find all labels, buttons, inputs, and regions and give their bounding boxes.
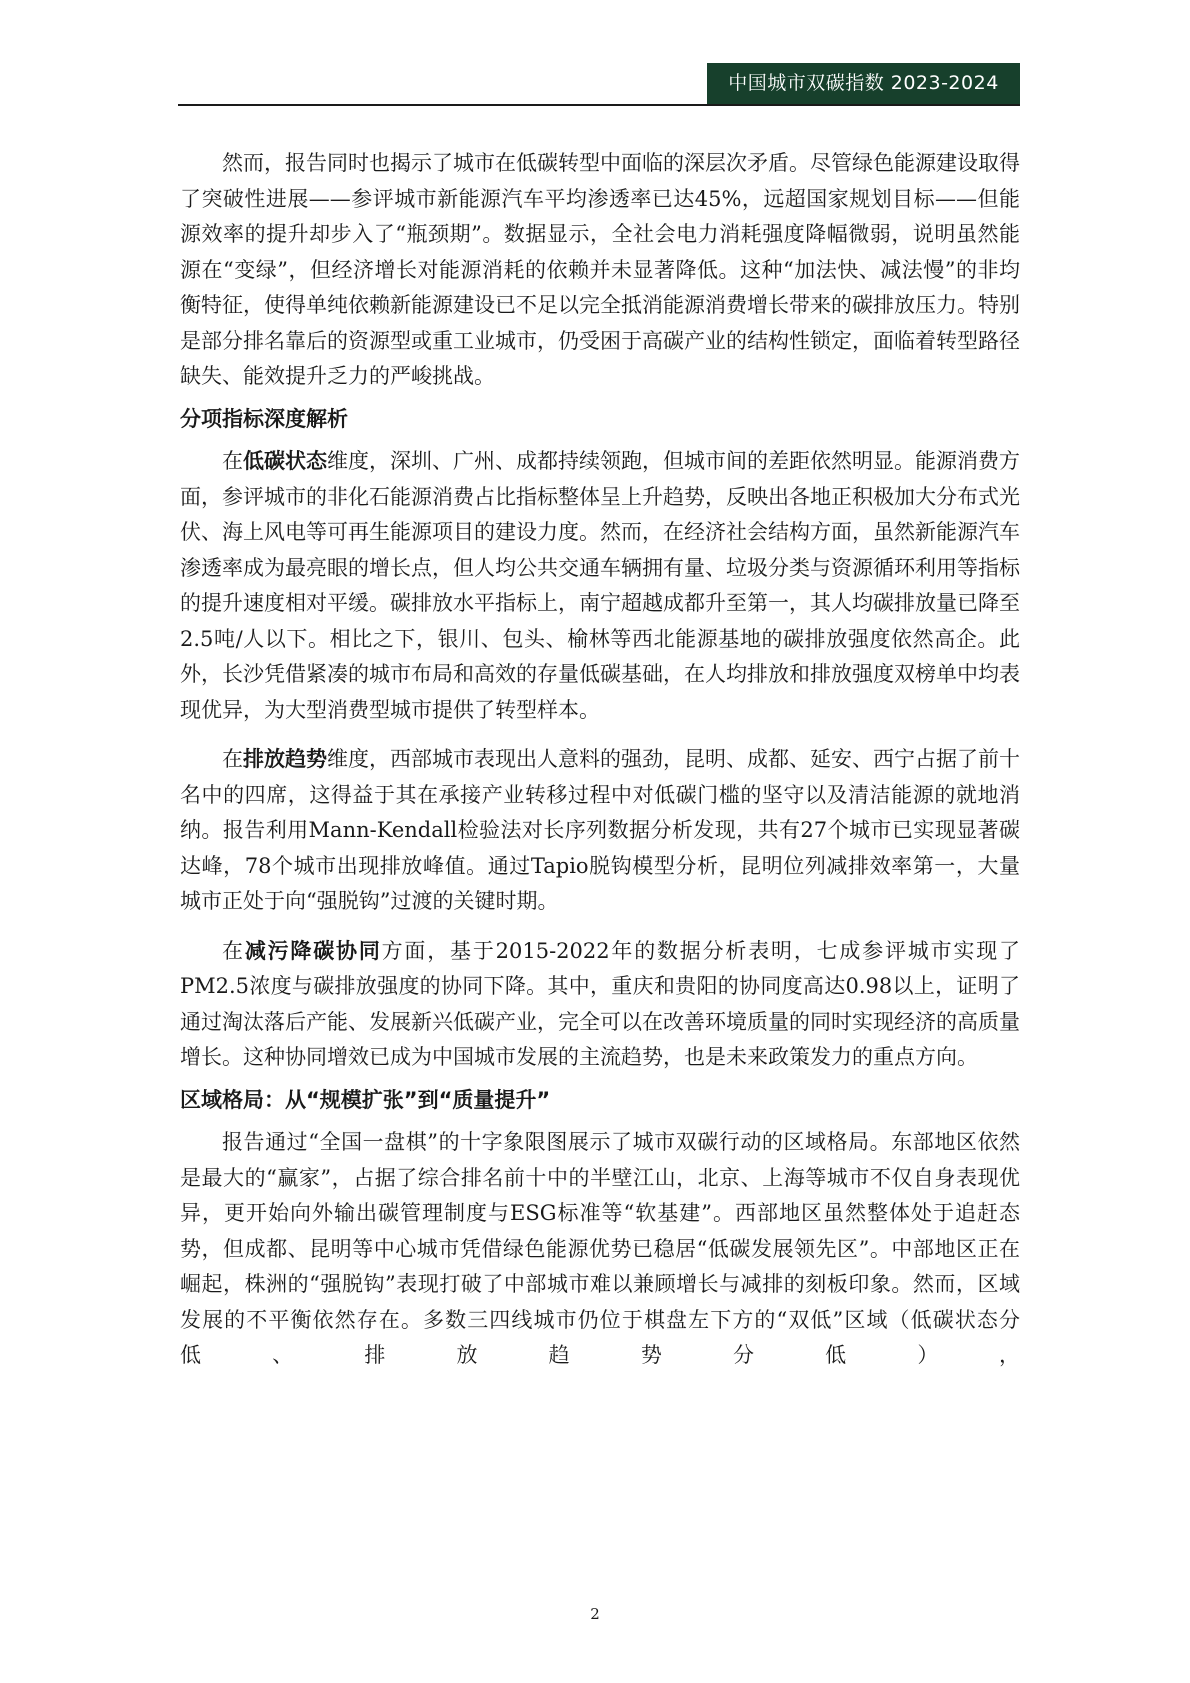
- paragraph-emission-trend: [180, 742, 1020, 920]
- section-heading-indicators: 分项指标深度解析: [180, 406, 348, 431]
- paragraph-body: 维度，西部城市表现出人意料的强劲，昆明、成都、延安、西宁占据了前十名中的四席，这得益于其在承接产业转移过程中对低碳门槛的坚守以及清洁能源的就地消纳。报告利用Mann-Kendall检验法对长序列数据分析发现，共有27个城市已实现显著碳达峰，78个城市出现排放峰值。通过Tapio脱钩模型分析，昆明位列减排效率第一，大量城市正处于向“强脱钩”过渡的关键时期。: [180, 747, 1020, 913]
- keyword-emission-trend: 排放趋势: [243, 747, 327, 771]
- paragraph-prefix: 在: [222, 938, 245, 963]
- keyword-low-carbon-status: 低碳状态: [243, 449, 327, 473]
- section-heading-regional-pattern: 区域格局：从“规模扩张”到“质量提升”: [180, 1087, 551, 1112]
- paragraph-body: 维度，深圳、广州、成都持续领跑，但城市间的差距依然明显。能源消费方面，参评城市的非化石能源消费占比指标整体呈上升趋势，反映出各地正积极加大分布式光伏、海上风电等可再生能源项目的建设力度。然而，在经济社会结构方面，虽然新能源汽车渗透率成为最亮眼的增长点，但人均公共交通车辆拥有量、垃圾分类与资源循环利用等指标的提升速度相对平缓。碳排放水平指标上，南宁超越成都升至第一，其人均碳排放量已降至2.5吨/人以下。相比之下，银川、包头、榆林等西北能源基地的碳排放强度依然高企。此外，长沙凭借紧凑的城市布局和高效的存量低碳基础，在人均排放和排放强度双榜单中均表现优异，为大型消费型城市提供了转型样本。: [180, 449, 1020, 722]
- keyword-pollution-carbon-synergy: 减污降碳协同: [244, 938, 382, 963]
- paragraph-pollution-carbon-synergy: [180, 934, 1020, 1076]
- header-rule: [178, 104, 1020, 106]
- paragraph-prefix: 在: [222, 747, 243, 771]
- paragraph-body: 方面，基于2015-2022年的数据分析表明，七成参评城市实现了PM2.5浓度与碳排放强度的协同下降。其中，重庆和贵阳的协同度高达0.98以上，证明了通过淘汰落后产能、发展新兴低碳产业，完全可以在改善环境质量的同时实现经济的高质量增长。这种协同增效已成为中国城市发展的主流趋势，也是未来政策发力的重点方向。: [180, 938, 1021, 1069]
- paragraph-prefix: 在: [222, 449, 243, 473]
- header-title-badge: 中国城市双碳指数 2023-2024: [707, 63, 1020, 104]
- paragraph-contradictions: 然而，报告同时也揭示了城市在低碳转型中面临的深层次矛盾。尽管绿色能源建设取得了突破性进展——参评城市新能源汽车平均渗透率已达45%，远超国家规划目标——但能源效率的提升却步入了“瓶颈期”。数据显示，全社会电力消耗强度降幅微弱，说明虽然能源在“变绿”，但经济增长对能源消耗的依赖并未显著降低。这种“加法快、减法慢”的非均衡特征，使得单纯依赖新能源建设已不足以完全抵消能源消费增长带来的碳排放压力。特别是部分排名靠后的资源型或重工业城市，仍受困于高碳产业的结构性锁定，面临着转型路径缺失、能效提升乏力的严峻挑战。: [180, 151, 1020, 388]
- document-body: [180, 146, 1020, 1374]
- paragraph-low-carbon-status: [180, 444, 1020, 728]
- paragraph-regional-pattern: 报告通过“全国一盘棋”的十字象限图展示了城市双碳行动的区域格局。东部地区依然是最大的“赢家”，占据了综合排名前十中的半壁江山，北京、上海等城市不仅自身表现优异，更开始向外输出碳管理制度与ESG标准等“软基建”。西部地区虽然整体处于追赶态势，但成都、昆明等中心城市凭借绿色能源优势已稳居“低碳发展领先区”。中部地区正在崛起，株洲的“强脱钩”表现打破了中部城市难以兼顾增长与减排的刻板印象。然而，区域发展的不平衡依然存在。多数三四线城市仍位于棋盘左下方的“双低”区域（低碳状态分低、排放趋势分低），: [180, 1130, 1020, 1367]
- page-number: 2: [590, 1605, 600, 1623]
